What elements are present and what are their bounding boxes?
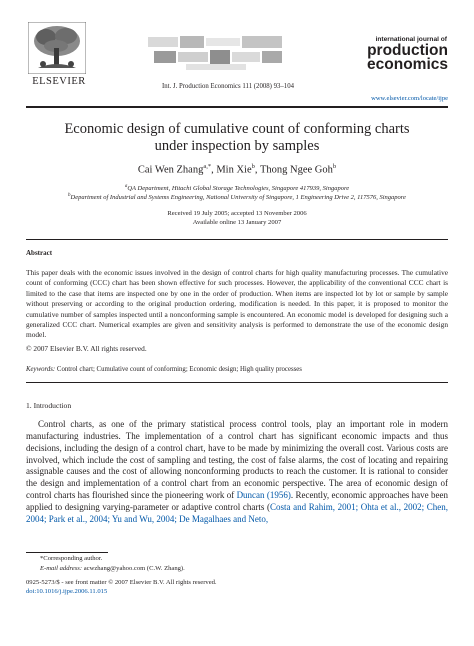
author-marks: b [332,163,337,170]
affiliation-text: QA Department, Hitachi Global Storage Technologies, Singapore 417939, Singapore [127,185,350,193]
section-heading-introduction: 1. Introduction [26,401,72,410]
received-date: Received 19 July 2005; accepted 13 November 2006 [167,210,307,217]
author-marks: b [251,163,255,170]
author-list: Cai Wen Zhang$^{a,*}$, Min Xie$^b$, Thong Ngee Goh$^b$ [137,163,337,176]
affiliation-mark: a [124,184,128,189]
header-rule [26,106,448,108]
citation-link[interactable]: Costa and Rahim, 2001; Ohta et al., 2002; Chen, 2004; Park et al., 2004; Yu and Wu, 2004; De Magalhaes and Neto, [26,501,448,524]
email-link[interactable]: acwzhang@yahoo.com (C.W. Zhang). [83,565,185,572]
publisher-name: ELSEVIER [32,76,86,87]
front-matter-line: 0925-5273/$ - see front matter © 2007 Elsevier B.V. All rights reserved. [26,579,217,586]
keywords-text: Control chart; Cumulative count of conforming; Economic design; High quality processes [56,366,302,373]
journal-brand-line1: production [367,42,448,59]
elsevier-tree-logo-icon [28,22,86,74]
author-name[interactable]: Cai Wen Zhang [137,164,204,176]
intro-paragraph-text: Control charts, as one of the primary statistical process control tools, play an important role in modern manufacturing industries. The implementation of a control chart has significant economic impacts and thus decisions, including the design of a control chart, have to be made by minimizing the overall cost. Various costs are involved, which include the cost of sampling and testing, the cost of false alarms, the cost of locating and repairing assignable causes and the cost of allowing nonconforming products to reach the customer. It is rational to consider the design and implementation of a control chart from an economic perspective. The area of economic design of control charts has flourished since the pioneering work of [26,419,448,501]
article-title [26,121,448,155]
abstract-body: This paper deals with the economic issues involved in the design of control charts for high quality manufacturing processes. The cumulative count of conforming (CCC) chart has been shown effective for such processes. However, the applicability of the conventional CCC chart is limited to the case that items are inspected one by one in the order of production. When items are inspected lot by lot or sample by sample without preserving or according to the original production ordering, modification is needed. In this paper, it is proposed to monitor the cumulative number of samples inspected until a nonconforming sample is encountered. An economic model is developed for designing such a generalized CCC chart. Numerical examples are given and sensitivity analysis is performed to demonstrate the use of the economic design model. [26,268,448,340]
title-line-1: Economic design of cumulative count of conforming charts [64,121,410,137]
keywords-label: Keywords: [26,366,56,373]
footnote-rule [26,552,108,553]
doi-link[interactable]: doi:10.1016/j.ijpe.2006.11.015 [26,588,108,595]
title-line-2: under inspection by samples [154,138,320,154]
journal-citation: Int. J. Production Economics 111 (2008) 93–104 [161,83,295,90]
corresponding-author-note: *Corresponding author. [40,555,103,562]
citation-link[interactable]: Duncan (1956) [236,490,291,501]
keywords-line [26,366,448,373]
email-footnote [40,565,185,572]
author-name[interactable]: Thong Ngee Goh [259,164,333,176]
affiliation-text: Department of Industrial and Systems Engineering, National University of Singapore, 1 Engineering Drive 2, 117576, Singapore [70,194,406,202]
blurred-header-image [146,32,286,72]
email-label: E-mail address: [40,565,83,572]
copyright-notice: © 2007 Elsevier B.V. All rights reserved. [26,344,147,353]
journal-url-link[interactable]: www.elsevier.com/locate/ijpe [371,95,448,102]
abstract-top-rule [26,239,448,240]
abstract-heading: Abstract [26,249,53,257]
journal-brand-line2: economics [367,56,448,73]
intro-paragraph-text: . Recently, economic approaches have been applied to designing varying-parameter or adaptive control charts ( [26,490,448,512]
affiliation-mark: b [68,193,71,198]
journal-brand-title [345,44,448,72]
affiliation-a [26,184,448,192]
author-marks: a,* [203,163,212,170]
author-name[interactable]: Min Xie [216,164,252,176]
online-date: Available online 13 January 2007 [192,219,282,226]
abstract-bottom-rule [26,382,448,383]
introduction-body [26,419,448,526]
affiliation-b [26,193,448,201]
journal-brand-subtitle: international journal of [375,36,447,43]
